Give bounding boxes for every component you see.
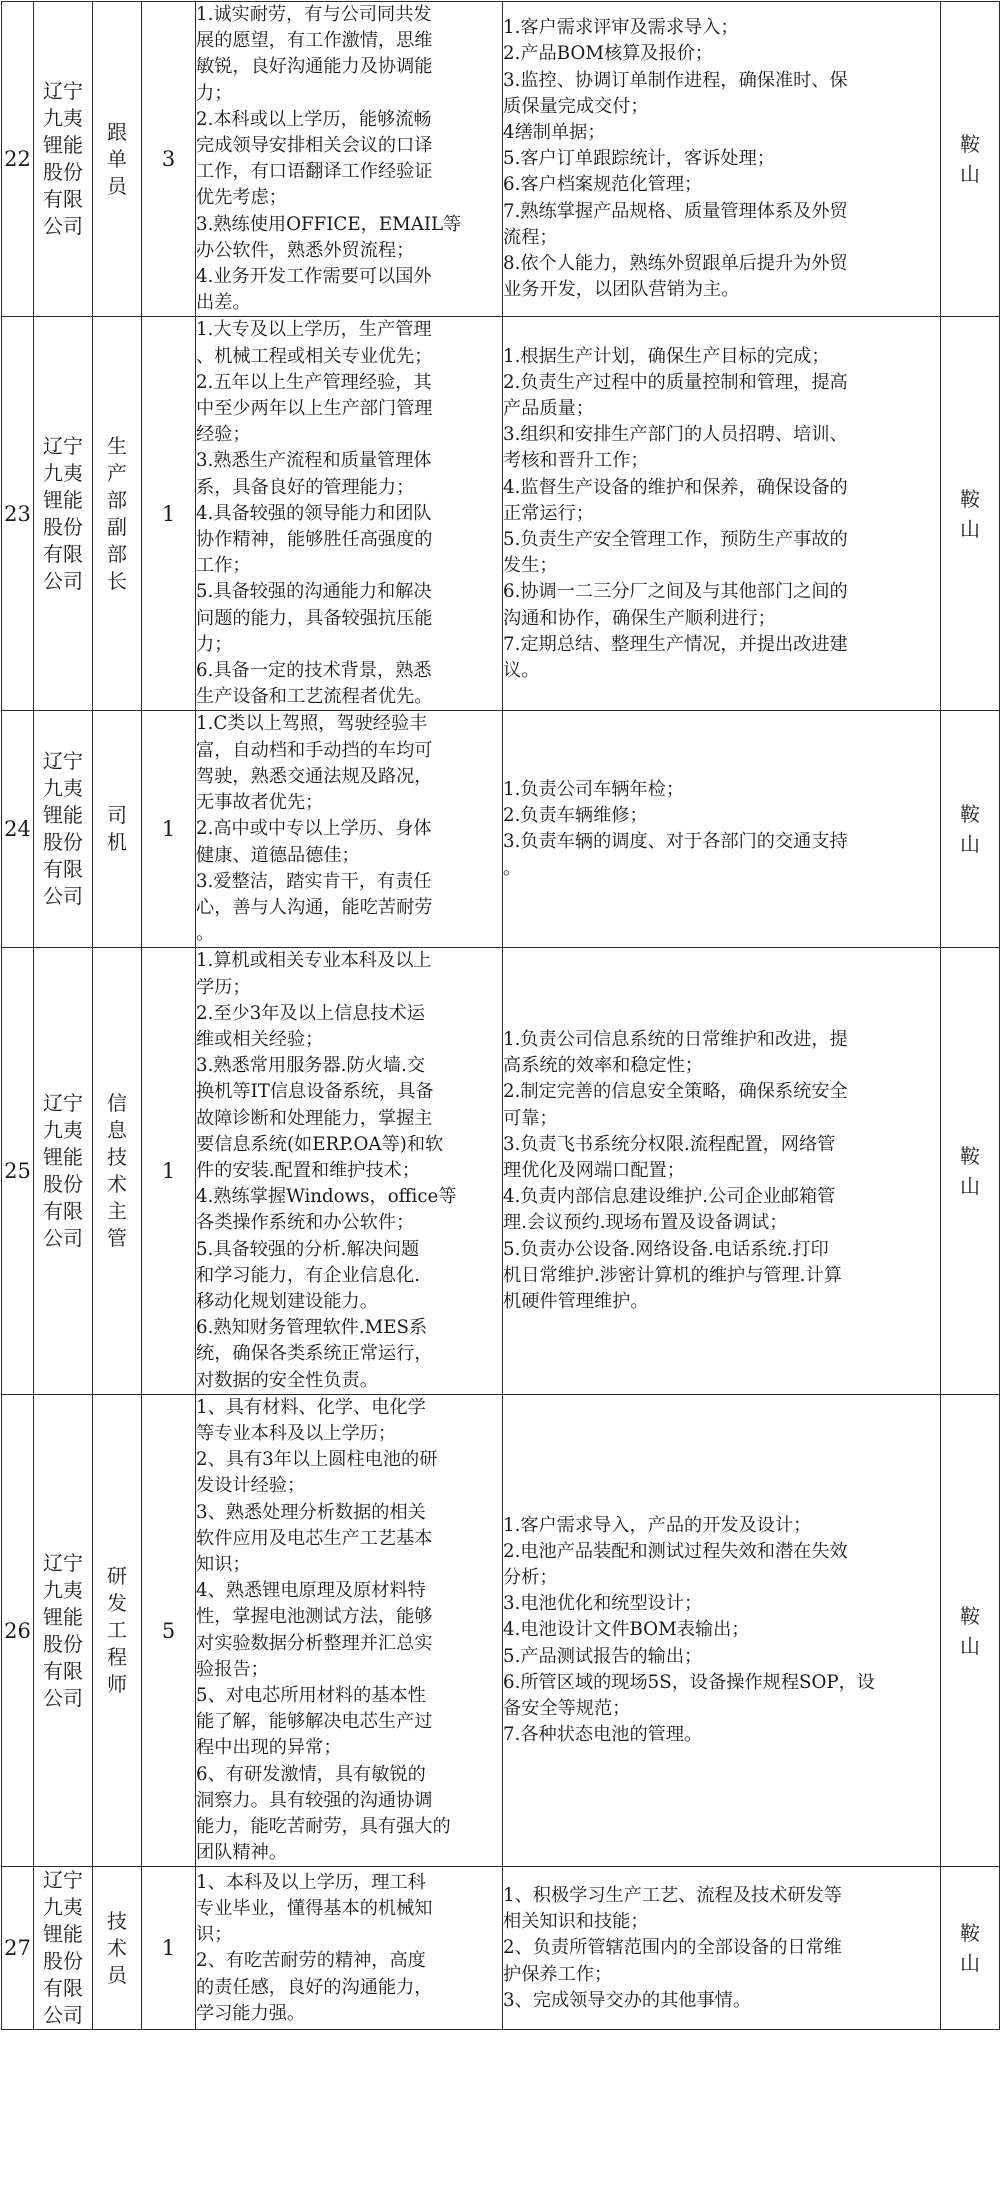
duty-line: 5.产品测试报告的输出； bbox=[503, 1645, 703, 1667]
position-title-text: 跟单员 bbox=[107, 119, 127, 198]
position-title-text: 司机 bbox=[107, 803, 127, 855]
requirement-line: 等专业本科及以上学历； bbox=[196, 1422, 397, 1444]
company-name-line: 有限 bbox=[43, 1976, 83, 2001]
duty-line: 发生； bbox=[503, 555, 558, 577]
row-number: 27 bbox=[2, 1867, 34, 2030]
duty-line: 3.监控、协调订单制作进程，确保准时、保 bbox=[503, 69, 848, 91]
company-name-line: 辽宁 bbox=[43, 79, 83, 104]
duty-line: 机日常维护.涉密计算机的维护与管理.计算 bbox=[503, 1264, 842, 1286]
position-title bbox=[93, 711, 142, 948]
work-location-text: 鞍山 bbox=[960, 1921, 980, 1976]
requirement-line: 敏锐，良好沟通能力及协调能 bbox=[196, 56, 433, 78]
requirement-line: 对数据的安全性负责。 bbox=[196, 1369, 378, 1391]
headcount: 5 bbox=[142, 1394, 196, 1867]
work-location bbox=[941, 1394, 1000, 1867]
requirement-line: 2.本科或以上学历，能够流畅 bbox=[196, 108, 432, 130]
requirement-line: 力； bbox=[196, 82, 233, 104]
company-name-line: 辽宁 bbox=[43, 1550, 83, 1575]
duty-line: 理优化及网端口配置； bbox=[503, 1159, 685, 1181]
duty-line: 质保量完成交付； bbox=[503, 95, 649, 117]
job-duties bbox=[503, 1394, 941, 1867]
duty-line: 3.电池优化和统型设计； bbox=[503, 1593, 703, 1615]
requirement-line: 2、具有3年以上圆柱电池的研 bbox=[196, 1449, 438, 1471]
work-location bbox=[941, 711, 1000, 948]
duty-line: 3.负责飞书系统分权限.流程配置，网络管 bbox=[503, 1133, 836, 1155]
duty-line: 5.负责办公设备.网络设备.电话系统.打印 bbox=[503, 1238, 829, 1260]
company-name bbox=[34, 317, 93, 711]
duty-line: 3.组织和安排生产部门的人员招聘、培训、 bbox=[503, 424, 848, 446]
requirement-line: 洞察力。具有较强的沟通协调 bbox=[196, 1789, 433, 1811]
job-requirements bbox=[196, 1867, 503, 2030]
requirement-line: 件的安装.配置和维护技术； bbox=[196, 1159, 421, 1181]
job-requirements bbox=[196, 1394, 503, 1867]
duty-line: 考核和晋升工作； bbox=[503, 450, 649, 472]
duty-line: 6.所管区域的现场5S，设备操作规程SOP，设 bbox=[503, 1671, 875, 1693]
company-name-line: 九夷 bbox=[43, 1118, 83, 1143]
requirement-line: 2.至少3年及以上信息技术运 bbox=[196, 1002, 425, 1024]
requirement-line: 中至少两年以上生产部门管理 bbox=[196, 398, 433, 420]
company-name-line: 股份 bbox=[43, 1631, 83, 1656]
company-name-line: 九夷 bbox=[43, 1895, 83, 1920]
company-name-line: 九夷 bbox=[43, 776, 83, 801]
requirement-line: 3.熟悉生产流程和质量管理体 bbox=[196, 450, 432, 472]
requirement-line: 心，善与人沟通，能吃苦耐劳 bbox=[196, 896, 433, 918]
requirement-line: 能力，能吃苦耐劳，具有强大的 bbox=[196, 1816, 451, 1838]
duty-line: 业务开发，以团队营销为主。 bbox=[503, 279, 740, 301]
company-name-line: 股份 bbox=[43, 160, 83, 185]
company-name-line: 九夷 bbox=[43, 106, 83, 131]
requirement-line: 健康、道德品德佳； bbox=[196, 844, 360, 866]
duty-line: 护保养工作； bbox=[503, 1963, 613, 1985]
duty-line: 可靠； bbox=[503, 1107, 558, 1129]
company-name-line: 公司 bbox=[43, 2003, 83, 2028]
company-name-line: 公司 bbox=[43, 214, 83, 239]
duty-line: 4.电池设计文件BOM表输出； bbox=[503, 1619, 750, 1641]
duty-line: 5.客户订单跟踪统计，客诉处理； bbox=[503, 148, 775, 170]
duty-line: 1、积极学习生产工艺、流程及技术研发等 bbox=[503, 1884, 842, 1906]
requirement-line: 1.大专及以上学历，生产管理 bbox=[196, 319, 432, 341]
job-duties bbox=[503, 317, 941, 711]
company-name-line: 辽宁 bbox=[43, 433, 83, 458]
company-name-line: 有限 bbox=[43, 1658, 83, 1683]
position-title-text: 技术员 bbox=[107, 1908, 127, 1987]
requirement-line: 能了解，能够解决电芯生产过 bbox=[196, 1711, 433, 1733]
job-listing-table bbox=[1, 1, 1000, 2030]
duty-line: 6.协调一二三分厂之间及与其他部门之间的 bbox=[503, 581, 848, 603]
company-name-line: 锂能 bbox=[43, 803, 83, 828]
requirement-line: 6.熟知财务管理软件.MES系 bbox=[196, 1317, 428, 1339]
job-row bbox=[2, 317, 1000, 711]
requirement-line: 换机等IT信息设备系统，具备 bbox=[196, 1081, 434, 1103]
duty-line: 1.负责公司信息系统的日常维护和改进，提 bbox=[503, 1028, 848, 1050]
duty-line: 1.客户需求导入，产品的开发及设计； bbox=[503, 1514, 812, 1536]
job-row bbox=[2, 1394, 1000, 1867]
duty-line: 4.负责内部信息建设维护.公司企业邮箱管 bbox=[503, 1186, 836, 1208]
job-requirements bbox=[196, 948, 503, 1394]
duty-line: 4.监督生产设备的维护和保养，确保设备的 bbox=[503, 476, 848, 498]
position-title bbox=[93, 1867, 142, 2030]
requirement-line: 、机械工程或相关专业优先； bbox=[196, 345, 433, 367]
requirement-line: 4.具备较强的领导能力和团队 bbox=[196, 502, 432, 524]
job-requirements bbox=[196, 711, 503, 948]
duty-line: 流程； bbox=[503, 226, 558, 248]
row-number: 23 bbox=[2, 317, 34, 711]
job-duties bbox=[503, 711, 941, 948]
requirement-line: 5.具备较强的分析.解决问题 bbox=[196, 1238, 420, 1260]
company-name-line: 股份 bbox=[43, 514, 83, 539]
requirement-line: 工作； bbox=[196, 555, 251, 577]
position-title bbox=[93, 317, 142, 711]
company-name-line: 锂能 bbox=[43, 133, 83, 158]
duty-line: 。 bbox=[503, 857, 522, 879]
duty-line: 高系统的效率和稳定性； bbox=[503, 1055, 704, 1077]
job-row bbox=[2, 711, 1000, 948]
row-number: 26 bbox=[2, 1394, 34, 1867]
job-row bbox=[2, 948, 1000, 1394]
job-table-body bbox=[2, 2, 1000, 2030]
company-name-line: 股份 bbox=[43, 1949, 83, 1974]
requirement-line: 3、熟悉处理分析数据的相关 bbox=[196, 1501, 426, 1523]
work-location-text: 鞍山 bbox=[960, 1603, 980, 1658]
requirement-line: 2.五年以上生产管理经验，其 bbox=[196, 371, 432, 393]
duty-line: 1.客户需求评审及需求导入； bbox=[503, 17, 739, 39]
job-row bbox=[2, 1867, 1000, 2030]
requirement-line: 优先考虑； bbox=[196, 187, 287, 209]
duty-line: 议。 bbox=[503, 660, 540, 682]
duty-line: 3.负责车辆的调度、对于各部门的交通支持 bbox=[503, 831, 848, 853]
requirement-line: 知识； bbox=[196, 1553, 251, 1575]
duty-line: 1.根据生产计划，确保生产目标的完成； bbox=[503, 345, 830, 367]
requirement-line: 的责任感，良好的沟通能力， bbox=[196, 1976, 433, 1998]
company-name-line: 公司 bbox=[43, 568, 83, 593]
requirement-line: 2.高中或中专以上学历、身体 bbox=[196, 818, 432, 840]
requirement-line: 5、对电芯所用材料的基本性 bbox=[196, 1685, 426, 1706]
company-name-line: 有限 bbox=[43, 857, 83, 882]
job-row bbox=[2, 2, 1000, 317]
position-title bbox=[93, 1394, 142, 1867]
requirement-line: 系，具备良好的管理能力； bbox=[196, 476, 415, 498]
row-number: 25 bbox=[2, 948, 34, 1394]
requirement-line: 移动化规划建设能力。 bbox=[196, 1290, 378, 1312]
company-name-line: 公司 bbox=[43, 884, 83, 909]
duty-line: 产品质量； bbox=[503, 398, 594, 420]
company-name-line: 锂能 bbox=[43, 1604, 83, 1629]
company-name-line: 辽宁 bbox=[43, 1091, 83, 1116]
requirement-line: 故障诊断和处理能力，掌握主 bbox=[196, 1107, 433, 1129]
requirement-line: 维或相关经验； bbox=[196, 1028, 324, 1050]
company-name bbox=[34, 2, 93, 317]
work-location-text: 鞍山 bbox=[960, 486, 980, 541]
requirement-line: 专业毕业，懂得基本的机械知 bbox=[196, 1898, 433, 1920]
requirement-line: 统，确保各类系统正常运行， bbox=[196, 1343, 433, 1365]
requirement-line: 4.熟练掌握Windows，office等 bbox=[196, 1186, 457, 1208]
company-name-line: 锂能 bbox=[43, 1145, 83, 1170]
requirement-line: 3.爱整洁，踏实肯干，有责任 bbox=[196, 870, 432, 892]
company-name-line: 辽宁 bbox=[43, 749, 83, 774]
company-name bbox=[34, 948, 93, 1394]
job-duties bbox=[503, 2, 941, 317]
company-name-line: 辽宁 bbox=[43, 1868, 83, 1893]
duty-line: 相关知识和技能； bbox=[503, 1911, 649, 1933]
company-name-line: 锂能 bbox=[43, 487, 83, 512]
position-title bbox=[93, 2, 142, 317]
company-name-line: 有限 bbox=[43, 541, 83, 566]
duty-line: 机硬件管理维护。 bbox=[503, 1290, 649, 1312]
company-name-line: 股份 bbox=[43, 1172, 83, 1197]
duty-line: 2.电池产品装配和测试过程失效和潜在失效 bbox=[503, 1540, 848, 1562]
work-location bbox=[941, 948, 1000, 1394]
requirement-line: 3.熟练使用OFFICE，EMAIL等 bbox=[196, 213, 462, 235]
company-name bbox=[34, 1867, 93, 2030]
job-duties bbox=[503, 1867, 941, 2030]
requirement-line: 无事故者优先； bbox=[196, 792, 324, 814]
company-name bbox=[34, 1394, 93, 1867]
work-location bbox=[941, 317, 1000, 711]
requirement-line: 性，掌握电池测试方法，能够 bbox=[196, 1606, 433, 1628]
requirement-line: 。 bbox=[196, 923, 215, 945]
headcount: 1 bbox=[142, 711, 196, 948]
duty-line: 8.依个人能力，熟练外贸跟单后提升为外贸 bbox=[503, 252, 848, 274]
position-title-text: 信息技术主管 bbox=[107, 1091, 127, 1251]
requirement-line: 经验； bbox=[196, 424, 251, 446]
requirement-line: 6、有研发激情，具有敏锐的 bbox=[196, 1763, 426, 1785]
duty-line: 6.客户档案规范化管理； bbox=[503, 174, 703, 196]
requirement-line: 2、有吃苦耐劳的精神，高度 bbox=[196, 1950, 426, 1972]
requirement-line: 1、具有材料、化学、电化学 bbox=[196, 1396, 426, 1418]
company-name-line: 九夷 bbox=[43, 460, 83, 485]
work-location-text: 鞍山 bbox=[960, 132, 980, 187]
duty-line: 正常运行； bbox=[503, 502, 594, 524]
requirement-line: 工作，有口语翻译工作经验证 bbox=[196, 161, 433, 183]
work-location-text: 鞍山 bbox=[960, 1144, 980, 1199]
company-name bbox=[34, 711, 93, 948]
job-requirements bbox=[196, 317, 503, 711]
requirement-line: 1.诚实耐劳，有与公司同共发 bbox=[196, 4, 432, 25]
requirement-line: 生产设备和工艺流程者优先。 bbox=[196, 686, 433, 708]
duty-line: 理.会议预约.现场布置及设备调试； bbox=[503, 1212, 788, 1234]
requirement-line: 协作精神，能够胜任高强度的 bbox=[196, 529, 433, 551]
requirement-line: 1、本科及以上学历，理工科 bbox=[196, 1871, 426, 1893]
company-name-line: 股份 bbox=[43, 830, 83, 855]
duty-line: 3、完成领导交办的其他事情。 bbox=[503, 1989, 752, 2011]
requirement-line: 6.具备一定的技术背景，熟悉 bbox=[196, 660, 432, 682]
duty-line: 2.负责生产过程中的质量控制和管理，提高 bbox=[503, 371, 848, 393]
requirement-line: 问题的能力，具备较强抗压能 bbox=[196, 607, 433, 629]
duty-line: 7.定期总结、整理生产情况，并提出改进建 bbox=[503, 633, 848, 655]
requirement-line: 力； bbox=[196, 633, 233, 655]
duty-line: 4缮制单据； bbox=[503, 121, 606, 143]
requirement-line: 和学习能力，有企业信息化. bbox=[196, 1264, 421, 1286]
work-location bbox=[941, 1867, 1000, 2030]
job-duties bbox=[503, 948, 941, 1394]
requirement-line: 1.C类以上驾照，驾驶经验丰 bbox=[196, 713, 428, 735]
requirement-line: 办公软件，熟悉外贸流程； bbox=[196, 239, 415, 261]
company-name-line: 有限 bbox=[43, 187, 83, 212]
duty-line: 2、负责所管辖范围内的全部设备的日常维 bbox=[503, 1937, 842, 1959]
position-title bbox=[93, 948, 142, 1394]
requirement-line: 1.算机或相关专业本科及以上 bbox=[196, 950, 432, 972]
requirement-line: 展的愿望，有工作激情，思维 bbox=[196, 30, 433, 52]
job-requirements bbox=[196, 2, 503, 317]
work-location bbox=[941, 2, 1000, 317]
requirement-line: 4、熟悉锂电原理及原材料特 bbox=[196, 1580, 426, 1602]
work-location-text: 鞍山 bbox=[960, 802, 980, 857]
requirement-line: 各类操作系统和办公软件； bbox=[196, 1212, 415, 1234]
position-title-text: 生产部副部长 bbox=[107, 433, 127, 593]
requirement-line: 出差。 bbox=[196, 292, 251, 314]
headcount: 1 bbox=[142, 1867, 196, 2030]
duty-line: 7.各种状态电池的管理。 bbox=[503, 1724, 703, 1746]
requirement-line: 4.业务开发工作需要可以国外 bbox=[196, 266, 432, 288]
company-name-line: 公司 bbox=[43, 1226, 83, 1251]
duty-line: 2.负责车辆维修； bbox=[503, 805, 648, 827]
row-number: 24 bbox=[2, 711, 34, 948]
headcount: 1 bbox=[142, 317, 196, 711]
requirement-line: 团队精神。 bbox=[196, 1842, 287, 1864]
company-name-line: 公司 bbox=[43, 1685, 83, 1710]
duty-line: 1.负责公司车辆年检； bbox=[503, 778, 685, 800]
requirement-line: 对实验数据分析整理并汇总实 bbox=[196, 1632, 433, 1654]
requirement-line: 富，自动档和手动挡的车均可 bbox=[196, 739, 433, 761]
headcount: 1 bbox=[142, 948, 196, 1394]
row-number: 22 bbox=[2, 2, 34, 317]
company-name-line: 锂能 bbox=[43, 1922, 83, 1947]
duty-line: 2.产品BOM核算及报价； bbox=[503, 43, 714, 65]
duty-line: 备安全等规范； bbox=[503, 1698, 631, 1720]
requirement-line: 程中出现的异常； bbox=[196, 1737, 342, 1759]
company-name-line: 九夷 bbox=[43, 1577, 83, 1602]
requirement-line: 5.具备较强的沟通能力和解决 bbox=[196, 581, 432, 603]
requirement-line: 学历； bbox=[196, 976, 251, 998]
position-title-text: 研发工程师 bbox=[107, 1564, 127, 1697]
requirement-line: 学习能力强。 bbox=[196, 2002, 306, 2024]
requirement-line: 3.熟悉常用服务器.防火墙.交 bbox=[196, 1055, 425, 1077]
requirement-line: 识； bbox=[196, 1924, 233, 1946]
requirement-line: 要信息系统(如ERP.OA等)和软 bbox=[196, 1133, 444, 1155]
requirement-line: 验报告； bbox=[196, 1658, 269, 1680]
headcount: 3 bbox=[142, 2, 196, 317]
requirement-line: 驾驶，熟悉交通法规及路况， bbox=[196, 765, 433, 787]
duty-line: 沟通和协作，确保生产顺利进行； bbox=[503, 607, 776, 629]
requirement-line: 完成领导安排相关会议的口译 bbox=[196, 135, 433, 157]
company-name-line: 有限 bbox=[43, 1199, 83, 1224]
requirement-line: 软件应用及电芯生产工艺基本 bbox=[196, 1527, 433, 1549]
requirement-line: 发设计经验； bbox=[196, 1475, 306, 1497]
duty-line: 分析； bbox=[503, 1567, 558, 1589]
duty-line: 7.熟练掌握产品规格、质量管理体系及外贸 bbox=[503, 200, 848, 222]
duty-line: 2.制定完善的信息安全策略，确保系统安全 bbox=[503, 1081, 848, 1103]
duty-line: 5.负责生产安全管理工作，预防生产事故的 bbox=[503, 529, 848, 551]
